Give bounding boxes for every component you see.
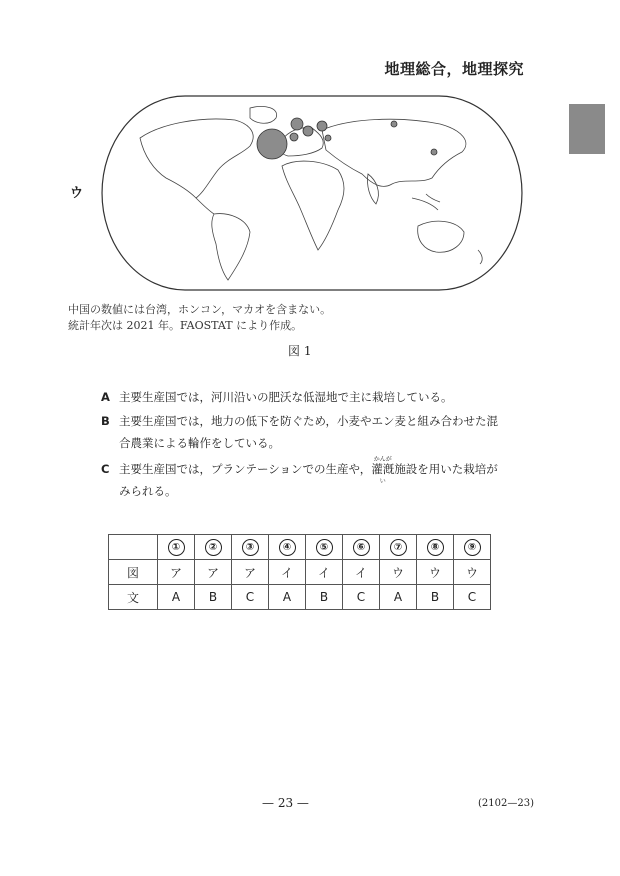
choice-cell: ⑨ [454,535,491,560]
bubble-small-2 [303,126,313,136]
bubble-small-3 [317,121,327,131]
india [367,174,378,204]
map-label: ウ [70,186,84,201]
choice-cell: ① [158,535,195,560]
answer-cell: ア [195,560,232,585]
answer-cell: ウ [380,560,417,585]
statement-text-after: 施設を用いた栽培が [394,462,498,476]
statement-text-before: 主要生産国では，プランテーションでの生産や， [119,462,372,476]
answer-cell: A [158,585,195,610]
statement-row [109,585,491,610]
corner-cell [109,535,158,560]
statement-key: B [101,414,110,428]
choice-cell: ⑧ [417,535,454,560]
section-tab [569,104,605,154]
choice-header-row [109,535,491,560]
statement-c [101,458,541,502]
choice-cell: ④ [269,535,306,560]
ruby-reading: かんがい [373,456,392,485]
bubble-small-1 [290,133,298,141]
statement-b [101,410,541,454]
answer-cell: B [306,585,343,610]
map-frame [102,96,522,290]
statement-continuation: みられる。 [119,484,177,498]
choice-cell: ③ [232,535,269,560]
australia [418,221,464,252]
ruby-base: 灌漑 [371,462,395,476]
bubble-small-6 [431,149,437,155]
page-code: (2102—23) [478,798,534,809]
answer-cell: ウ [417,560,454,585]
choice-cell: ⑥ [343,535,380,560]
answer-cell: C [454,585,491,610]
answer-cell: ア [158,560,195,585]
southeast-asia-islands [412,194,440,210]
central-america [196,198,214,214]
subject-title: 地理総合，地理探究 [384,60,524,78]
statement-continuation: 合農業による輪作をしている。 [119,436,280,450]
figure-note-2: 統計年次は 2021 年。FAOSTAT により作成。 [68,319,303,332]
bubble-large [257,129,287,159]
row-label: 文 [109,585,158,610]
answer-cell: イ [343,560,380,585]
answer-cell: B [417,585,454,610]
answer-cell: イ [306,560,343,585]
choice-cell: ⑦ [380,535,417,560]
choice-cell: ⑤ [306,535,343,560]
south-america [212,214,250,280]
answer-table [108,534,491,610]
page-number: — 23 — [262,796,309,810]
ruby-term [371,456,395,485]
world-map-svg [100,94,524,292]
answer-cell: C [343,585,380,610]
statement-key: C [101,462,110,476]
bubble-small-4 [325,135,331,141]
production-bubbles [257,118,437,159]
figure-row [109,560,491,585]
greenland [250,106,277,123]
figure-note-1: 中国の数値には台湾，ホンコン，マカオを含まない。 [68,303,332,316]
world-map [100,94,524,292]
statement-key: A [101,390,110,404]
answer-cell: ウ [454,560,491,585]
answer-cell: ア [232,560,269,585]
choice-cell: ② [195,535,232,560]
north-america [140,119,253,198]
asia [322,119,466,186]
answer-cell: A [269,585,306,610]
figure-caption: 図 1 [288,344,312,358]
africa [282,161,344,250]
row-label: 図 [109,560,158,585]
statement-text: 主要生産国では，河川沿いの肥沃な低湿地で主に栽培している。 [119,390,453,404]
statement-text: 主要生産国では，地力の低下を防ぐため，小麦やエン麦と組み合わせた混 [119,414,499,428]
answer-cell: B [195,585,232,610]
bubble-medium [291,118,303,130]
answer-cell: イ [269,560,306,585]
bubble-small-5 [391,121,397,127]
statement-a [101,386,541,408]
new-zealand [478,250,482,264]
answer-cell: A [380,585,417,610]
answer-cell: C [232,585,269,610]
